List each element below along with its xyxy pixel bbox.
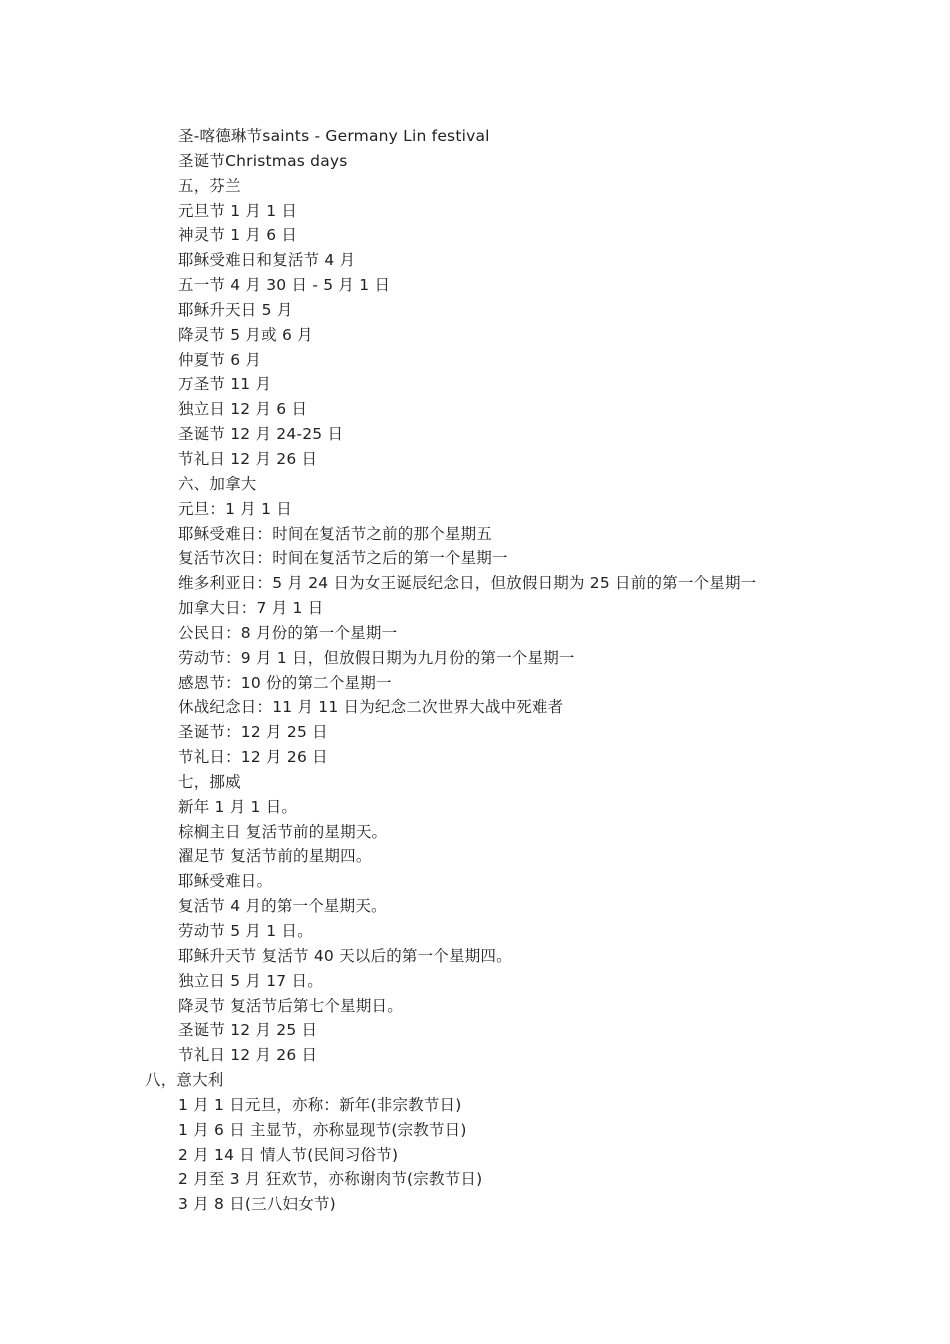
text-line: 棕榈主日 复活节前的星期天。 bbox=[178, 822, 388, 841]
text-line: 濯足节 复活节前的星期四。 bbox=[178, 847, 372, 866]
text-line: 降灵节 5 月或 6 月 bbox=[178, 325, 313, 344]
text-line: 休战纪念日：11 月 11 日为纪念二次世界大战中死难者 bbox=[178, 698, 564, 717]
text-line: 万圣节 11 月 bbox=[178, 375, 272, 394]
text-line: 耶稣受难日和复活节 4 月 bbox=[178, 251, 356, 270]
text-line: 劳动节：9 月 1 日，但放假日期为九月份的第一个星期一 bbox=[178, 648, 575, 667]
text-line: 1 月 6 日 主显节，亦称显现节(宗教节日) bbox=[178, 1120, 467, 1139]
text-line: 2 月至 3 月 狂欢节，亦称谢肉节(宗教节日) bbox=[178, 1170, 483, 1189]
text-line: 耶稣升天日 5 月 bbox=[178, 300, 293, 319]
text-line: 耶稣升天节 复活节 40 天以后的第一个星期四。 bbox=[178, 946, 512, 965]
text-line: 元旦：1 月 1 日 bbox=[178, 499, 293, 518]
text-line: 五一节 4 月 30 日 - 5 月 1 日 bbox=[178, 276, 391, 295]
text-line: 劳动节 5 月 1 日。 bbox=[178, 922, 313, 940]
text-line: 元旦节 1 月 1 日 bbox=[178, 201, 298, 220]
text-line: 降灵节 复活节后第七个星期日。 bbox=[178, 996, 403, 1015]
text-line: 公民日：8 月份的第一个星期一 bbox=[178, 623, 398, 642]
text-line: 圣诞节Christmas days bbox=[178, 151, 348, 170]
text-line: 新年 1 月 1 日。 bbox=[178, 797, 298, 816]
text-line: 圣诞节 12 月 24-25 日 bbox=[178, 425, 344, 444]
text-line: 3 月 8 日(三八妇女节) bbox=[178, 1195, 336, 1214]
text-line: 圣-喀德琳节saints - Germany Lin festival bbox=[178, 127, 490, 145]
text-line: 神灵节 1 月 6 日 bbox=[178, 226, 298, 245]
text-line: 加拿大日：7 月 1 日 bbox=[178, 599, 324, 618]
text-line: 圣诞节：12 月 25 日 bbox=[178, 723, 328, 742]
text-line: 2 月 14 日 情人节(民间习俗节) bbox=[178, 1145, 399, 1164]
text-line: 独立日 5 月 17 日。 bbox=[178, 971, 323, 990]
text-line: 六、加拿大 bbox=[178, 474, 257, 493]
text-line: 仲夏节 6 月 bbox=[178, 350, 262, 369]
text-line: 五，芬兰 bbox=[178, 176, 241, 195]
text-line: 维多利亚日：5 月 24 日为女王诞辰纪念日，但放假日期为 25 日前的第一个星期一 bbox=[178, 574, 757, 593]
text-line: 节礼日：12 月 26 日 bbox=[178, 748, 328, 767]
section-heading: 八，意大利 bbox=[145, 1071, 224, 1090]
text-line: 节礼日 12 月 26 日 bbox=[178, 1046, 318, 1065]
text-line: 节礼日 12 月 26 日 bbox=[178, 449, 318, 468]
text-line: 耶稣受难日：时间在复活节之前的那个星期五 bbox=[178, 524, 493, 543]
text-line: 感恩节：10 份的第二个星期一 bbox=[178, 673, 392, 692]
text-line: 1 月 1 日元旦，亦称：新年(非宗教节日) bbox=[178, 1095, 462, 1114]
text-line: 独立日 12 月 6 日 bbox=[178, 400, 308, 419]
document-body bbox=[0, 124, 950, 1217]
text-line: 复活节次日：时间在复活节之后的第一个星期一 bbox=[178, 549, 508, 568]
text-line: 七，挪威 bbox=[178, 772, 241, 791]
text-line: 复活节 4 月的第一个星期天。 bbox=[178, 897, 387, 916]
text-line: 圣诞节 12 月 25 日 bbox=[178, 1021, 318, 1040]
text-line: 耶稣受难日。 bbox=[178, 872, 273, 891]
